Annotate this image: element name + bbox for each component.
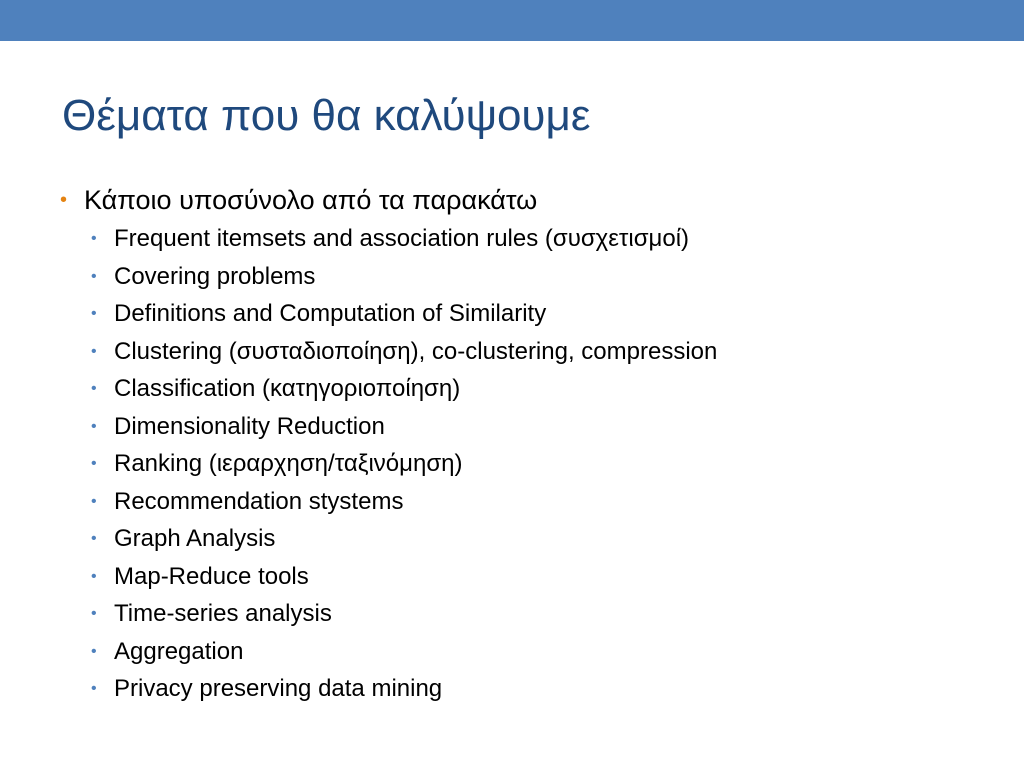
slide-title: Θέματα που θα καλύψουμε <box>62 91 591 140</box>
topic-text: Clustering (συσταδιοποίηση), co-clustering, compression <box>114 337 718 365</box>
bullet-icon: • <box>91 530 97 547</box>
topic-list <box>0 220 1024 708</box>
main-bullet-text: Κάποιο υποσύνολο από τα παρακάτω <box>84 185 538 215</box>
topic-text: Ranking (ιεραρχηση/ταξινόμηση) <box>114 450 463 477</box>
topic-text: Frequent itemsets and association rules (συσχετισμοί) <box>114 225 690 252</box>
topic-item <box>0 595 1024 633</box>
topic-text: Privacy preserving data mining <box>114 675 443 702</box>
topic-text: Dimensionality Reduction <box>114 412 385 440</box>
topic-item <box>0 670 1024 708</box>
bullet-icon: • <box>91 230 97 247</box>
topic-item <box>0 258 1024 296</box>
bullet-icon: • <box>91 342 97 360</box>
bullet-icon: • <box>91 642 97 660</box>
bullet-icon: • <box>91 305 97 322</box>
topic-item <box>0 558 1024 596</box>
bullet-icon: • <box>60 189 68 211</box>
topic-item <box>0 520 1024 558</box>
bullet-icon: • <box>91 455 97 472</box>
topic-text: Covering problems <box>114 262 316 290</box>
bullet-icon: • <box>91 417 97 435</box>
topic-text: Aggregation <box>114 637 244 665</box>
bullet-icon: • <box>91 605 97 622</box>
topic-item <box>0 483 1024 521</box>
slide-header-bar <box>0 0 1024 41</box>
topic-item <box>0 295 1024 333</box>
topic-item <box>0 408 1024 446</box>
topic-text: Classification (κατηγοριοποίηση) <box>114 375 461 402</box>
main-bullet <box>0 180 1024 220</box>
topic-text: Graph Analysis <box>114 525 276 552</box>
bullet-icon: • <box>91 380 97 397</box>
bullet-icon: • <box>91 492 97 510</box>
slide-content <box>0 180 1024 708</box>
topic-item <box>0 333 1024 371</box>
topic-text: Definitions and Computation of Similarity <box>114 300 547 327</box>
topic-text: Map-Reduce tools <box>114 562 309 590</box>
topic-item <box>0 633 1024 671</box>
topic-item <box>0 220 1024 258</box>
topic-item <box>0 445 1024 483</box>
topic-text: Time-series analysis <box>114 600 332 627</box>
topic-text: Recommendation stystems <box>114 487 404 515</box>
bullet-icon: • <box>91 267 97 285</box>
bullet-icon: • <box>91 567 97 585</box>
bullet-icon: • <box>91 680 97 697</box>
topic-item <box>0 370 1024 408</box>
